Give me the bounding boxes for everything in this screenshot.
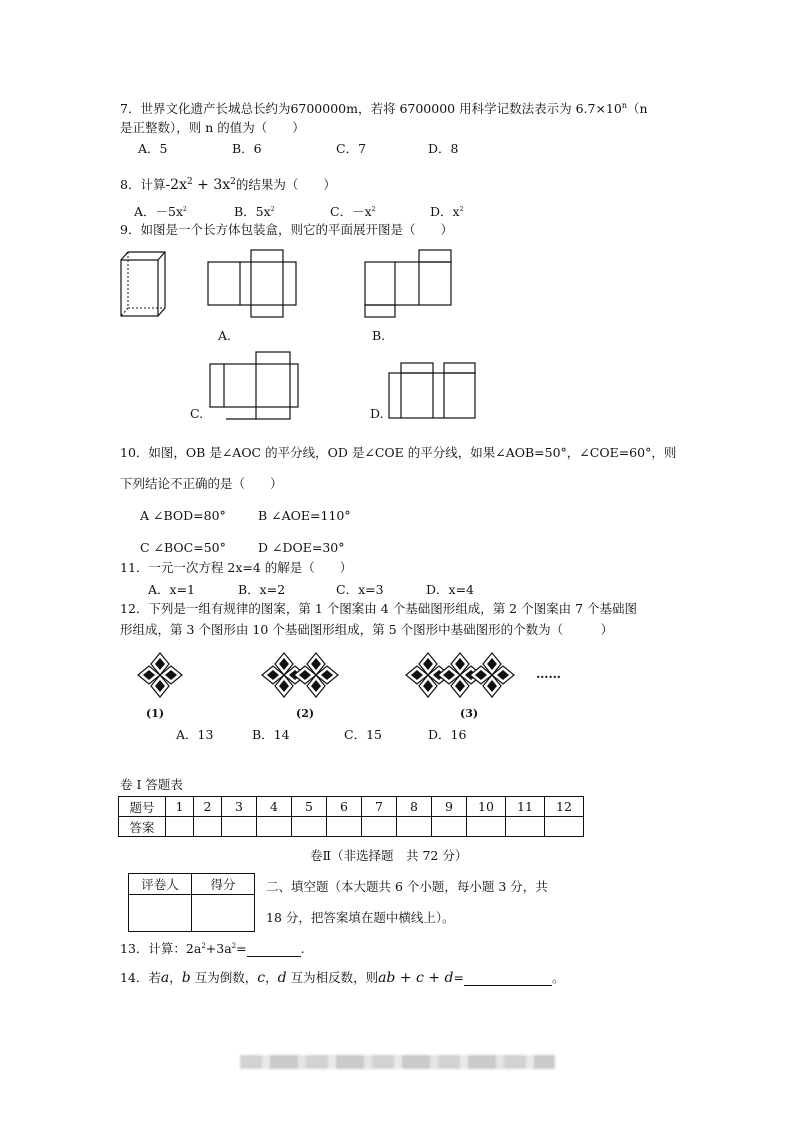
answer-number: 12 bbox=[545, 797, 584, 817]
grader-header: 评卷人 bbox=[129, 874, 192, 895]
q8-option-d: D．$x^2$ bbox=[430, 204, 464, 220]
answer-number: 3 bbox=[222, 797, 257, 817]
answer-table-row-header: 答案 bbox=[119, 817, 166, 837]
q11-option-c: C．x=3 bbox=[336, 582, 384, 597]
q9-net-b bbox=[363, 249, 457, 319]
answer-number: 11 bbox=[506, 797, 545, 817]
q10-line1: 10．如图，OB 是∠AOC 的平分线，OD 是∠COE 的平分线，如果∠AOB=50°，∠COE=60°，则 bbox=[120, 445, 677, 460]
answer-cell[interactable] bbox=[222, 817, 257, 837]
q14-text: 14．若a，b 互为倒数，c，d 互为相反数，则ab + c + d= 。 bbox=[120, 970, 565, 986]
answer-cell[interactable] bbox=[506, 817, 545, 837]
section-heading-line1: 二、填空题（本大题共 6 个小题，每小题 3 分，共 bbox=[266, 879, 548, 894]
q12-fig-label-2: (2) bbox=[296, 707, 315, 720]
q7-option-d: D．8 bbox=[428, 141, 459, 156]
answer-table-number-row bbox=[119, 797, 584, 817]
section-heading-line2: 18 分，把答案填在题中横线上）。 bbox=[266, 910, 455, 925]
answer-number: 6 bbox=[327, 797, 362, 817]
q7-option-c: C．7 bbox=[336, 141, 367, 156]
answer-number: 8 bbox=[397, 797, 432, 817]
answer-cell[interactable] bbox=[327, 817, 362, 837]
q13-text: 13．计算：$2a^2+3a^2=$ . bbox=[120, 941, 305, 957]
answer-number: 1 bbox=[166, 797, 194, 817]
q12-option-d: D．16 bbox=[428, 727, 467, 742]
q9-label-b: B. bbox=[372, 328, 386, 343]
answer-number: 10 bbox=[467, 797, 506, 817]
q9-net-c bbox=[208, 351, 302, 421]
q10-option-a: A ∠BOD=80° bbox=[140, 508, 226, 523]
q10-option-c: C ∠BOC=50° bbox=[140, 540, 226, 555]
answer-cell[interactable] bbox=[194, 817, 222, 837]
q9-label-d: D. bbox=[370, 406, 384, 421]
q10-line2: 下列结论不正确的是（ ） bbox=[120, 476, 283, 491]
q11-option-b: B．x=2 bbox=[238, 582, 286, 597]
q14-answer-blank[interactable] bbox=[464, 971, 552, 986]
answer-number: 4 bbox=[257, 797, 292, 817]
answer-cell[interactable] bbox=[545, 817, 584, 837]
answer-cell[interactable] bbox=[397, 817, 432, 837]
answer-number: 2 bbox=[194, 797, 222, 817]
q12-option-b: B．14 bbox=[252, 727, 290, 742]
q7-option-a: A．5 bbox=[138, 141, 168, 156]
q7-line1: 7．世界文化遗产长城总长约为6700000m，若将 6700000 用科学记数法表示为 $6.7\times 10^n(n$ bbox=[120, 101, 648, 117]
q12-pattern-figures bbox=[120, 640, 570, 722]
grader-cell[interactable] bbox=[129, 895, 192, 932]
answer-cell[interactable] bbox=[257, 817, 292, 837]
answer-table bbox=[118, 796, 584, 837]
q8-option-b: B．$5x^2$ bbox=[234, 204, 275, 220]
q7-option-b: B．6 bbox=[232, 141, 262, 156]
answer-number: 9 bbox=[432, 797, 467, 817]
answer-cell[interactable] bbox=[166, 817, 194, 837]
q12-fig-label-1: (1) bbox=[146, 707, 165, 720]
q8-text: 8．计算$-2x^2 + 3x^2$的结果为（ ） bbox=[120, 177, 336, 194]
answer-cell[interactable] bbox=[432, 817, 467, 837]
q12-line1: 12．下列是一组有规律的图案，第 1 个图案由 4 个基础图形组成，第 2 个图案由 7 个基础图 bbox=[120, 601, 638, 616]
answer-cell[interactable] bbox=[292, 817, 327, 837]
part2-title: 卷Ⅱ（非选择题 共 72 分） bbox=[310, 848, 468, 863]
answer-number: 5 bbox=[292, 797, 327, 817]
answer-table-title: 卷 I 答题表 bbox=[120, 777, 183, 792]
q9-net-a bbox=[206, 249, 300, 319]
answer-table-answer-row bbox=[119, 817, 584, 837]
q12-fig-label-3: (3) bbox=[460, 707, 479, 720]
blurred-footer bbox=[240, 1055, 555, 1069]
q8-option-a: A．$-5x^2$ bbox=[134, 204, 187, 220]
q9-label-c: C. bbox=[190, 406, 204, 421]
answer-table-row-header: 题号 bbox=[119, 797, 166, 817]
q7-line2: 是正整数），则 n 的值为（ ） bbox=[120, 120, 305, 135]
q13-answer-blank[interactable] bbox=[247, 942, 301, 957]
q9-net-d bbox=[387, 361, 479, 421]
q12-ellipsis: …… bbox=[536, 666, 561, 681]
answer-cell[interactable] bbox=[362, 817, 397, 837]
q12-option-a: A．13 bbox=[176, 727, 214, 742]
score-header: 得分 bbox=[192, 874, 255, 895]
q11-text: 11．一元一次方程 2x=4 的解是（ ） bbox=[120, 560, 353, 575]
answer-number: 7 bbox=[362, 797, 397, 817]
q10-option-d: D ∠DOE=30° bbox=[258, 540, 345, 555]
q12-option-c: C．15 bbox=[344, 727, 382, 742]
q11-option-a: A．x=1 bbox=[148, 582, 196, 597]
q8-option-c: C．$-x^2$ bbox=[330, 204, 376, 220]
grader-table bbox=[128, 873, 255, 932]
q12-line2: 形组成，第 3 个图形由 10 个基础图形组成，第 5 个图形中基础图形的个数为（ ） bbox=[120, 622, 614, 637]
q10-option-b: B ∠AOE=110° bbox=[258, 508, 351, 523]
q11-option-d: D．x=4 bbox=[426, 582, 474, 597]
q9-text: 9．如图是一个长方体包装盒，则它的平面展开图是（ ） bbox=[120, 222, 453, 237]
score-cell[interactable] bbox=[192, 895, 255, 932]
q9-label-a: A. bbox=[218, 328, 232, 343]
q9-box-figure bbox=[118, 248, 168, 320]
answer-cell[interactable] bbox=[467, 817, 506, 837]
